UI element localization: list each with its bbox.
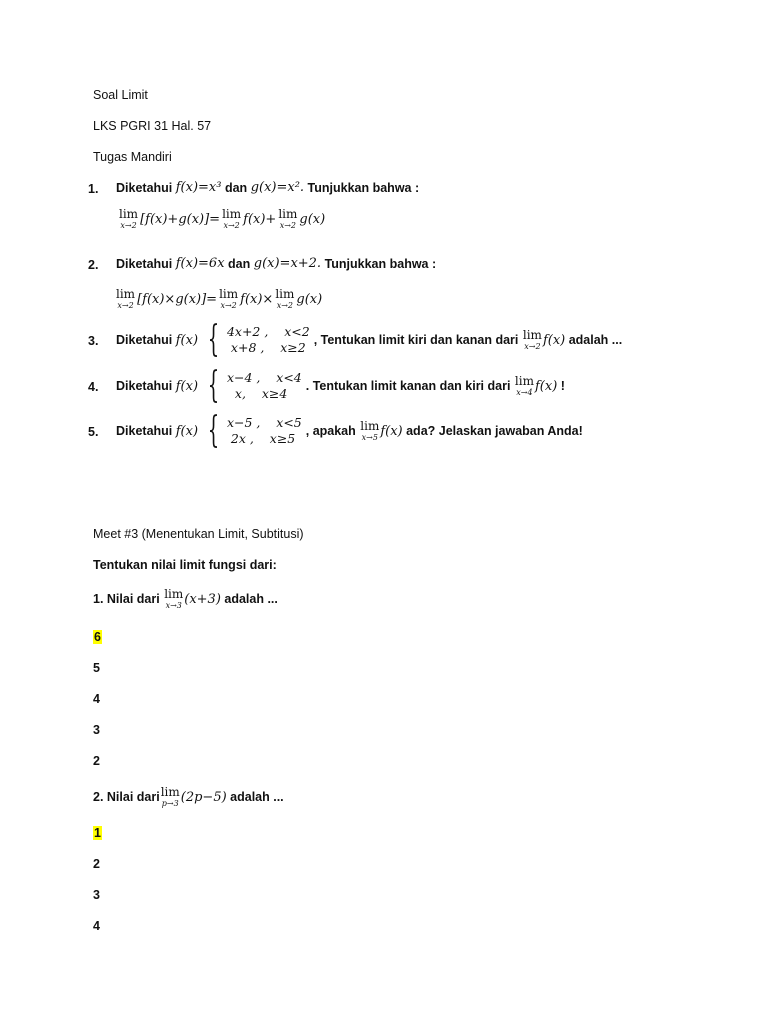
task-instruction: . Tentukan limit kanan dan kiri dari: [305, 379, 511, 393]
source-reference: LKS PGRI 31 Hal. 57: [93, 119, 212, 133]
answer-option: 2: [93, 754, 100, 768]
answer-option: 2: [93, 857, 100, 871]
task-statement: [116, 256, 436, 271]
question-2: [93, 786, 284, 808]
answer-option: 5: [93, 661, 100, 675]
connector: dan: [228, 256, 251, 271]
answer-option-highlighted: 1: [94, 826, 101, 840]
piecewise-definition: [202, 410, 302, 451]
question-suffix: adalah ...: [224, 592, 278, 606]
limit-expression: f(x): [380, 423, 403, 439]
task-statement: [116, 319, 623, 360]
proof-lhs: [f(x)+g(x)]=: [140, 211, 221, 227]
limit-operator: lim x→4: [514, 374, 534, 397]
left-brace-icon: {: [207, 410, 220, 451]
task-ending: !: [560, 379, 565, 393]
case-line: x−4 , x<4: [226, 370, 302, 386]
task-prefix: Diketahui: [116, 333, 173, 347]
task-number: 1.: [88, 182, 99, 196]
g-definition: g(x)=x².: [250, 180, 305, 195]
piecewise-definition: [202, 365, 302, 406]
task-statement: [116, 410, 583, 451]
section-heading: Tugas Mandiri: [93, 150, 172, 164]
limit-expression: f(x): [542, 332, 566, 348]
task-number: 5.: [88, 425, 99, 439]
task-ending: ada? Jelaskan jawaban Anda!: [406, 424, 583, 438]
limit-operator: lim x→2: [116, 287, 136, 310]
limit-operator: lim x→2: [219, 287, 239, 310]
limit-operator: lim p→3: [160, 785, 180, 808]
task-ending: adalah ...: [568, 333, 623, 347]
task-statement: [116, 365, 565, 406]
task-instruction: Tunjukkan bahwa :: [307, 180, 420, 195]
question-1: [93, 588, 278, 610]
answer-option: 3: [93, 723, 100, 737]
g-definition: g(x)=x+2.: [253, 256, 322, 271]
left-brace-icon: {: [207, 365, 220, 406]
piecewise-definition: [202, 319, 310, 360]
case-line: x−5 , x<5: [226, 415, 302, 431]
task-statement: [116, 180, 419, 195]
case-line: x, x≥4: [226, 386, 288, 401]
limit-operator: lim x→3: [164, 587, 184, 610]
task-number: 3.: [88, 334, 99, 348]
task-prefix: Diketahui: [116, 379, 173, 393]
proof-lhs: [f(x)×g(x)]=: [137, 291, 218, 307]
answer-option: 4: [93, 919, 100, 933]
task-instruction: , apakah: [305, 424, 356, 438]
proof-rhs-term: f(x)+: [243, 211, 277, 227]
task-prefix: Diketahui: [116, 180, 173, 195]
f-definition: f(x)=x³: [175, 180, 222, 195]
meet-heading: Meet #3 (Menentukan Limit, Subtitusi): [93, 527, 304, 541]
answer-option: 3: [93, 888, 100, 902]
limit-expression: f(x): [534, 378, 558, 394]
task-prefix: Diketahui: [116, 424, 173, 438]
function-name: f(x): [175, 332, 199, 348]
document-title: Soal Limit: [93, 88, 148, 102]
question-suffix: adalah ...: [230, 790, 284, 804]
answer-option-highlighted: 6: [94, 630, 101, 644]
proof-equation: [115, 288, 323, 310]
connector: dan: [224, 180, 248, 195]
proof-rhs-term: g(x): [299, 211, 326, 227]
question-prefix: 2. Nilai dari: [93, 790, 160, 804]
case-line: x+8 , x≥2: [226, 340, 306, 355]
question-prefix: 1. Nilai dari: [93, 592, 160, 606]
f-definition: f(x)=6x: [175, 256, 225, 271]
case-line: 4x+2 , x<2: [226, 324, 310, 340]
limit-operator: lim x→2: [222, 207, 242, 230]
limit-operator: lim x→2: [119, 207, 139, 230]
limit-operator: lim x→5: [360, 419, 380, 442]
limit-operator: lim x→2: [275, 287, 295, 310]
task-number: 2.: [88, 258, 99, 272]
limit-operator: lim x→2: [278, 207, 298, 230]
limit-expression: (2p−5): [180, 789, 227, 805]
function-name: f(x): [175, 378, 199, 394]
function-name: f(x): [175, 423, 199, 439]
task-instruction: , Tentukan limit kiri dan kanan dari: [313, 333, 519, 347]
task-prefix: Diketahui: [116, 256, 173, 271]
proof-rhs-term: g(x): [296, 291, 323, 307]
task-instruction: Tunjukkan bahwa :: [324, 256, 437, 271]
left-brace-icon: {: [207, 319, 220, 360]
case-line: 2x , x≥5: [226, 431, 296, 446]
proof-rhs-term: f(x)×: [240, 291, 274, 307]
task-number: 4.: [88, 380, 99, 394]
limit-operator: lim x→2: [522, 328, 542, 351]
proof-equation: [118, 208, 326, 230]
meet-instruction: Tentukan nilai limit fungsi dari:: [93, 558, 277, 572]
limit-expression: (x+3): [184, 591, 221, 607]
answer-option: 4: [93, 692, 100, 706]
